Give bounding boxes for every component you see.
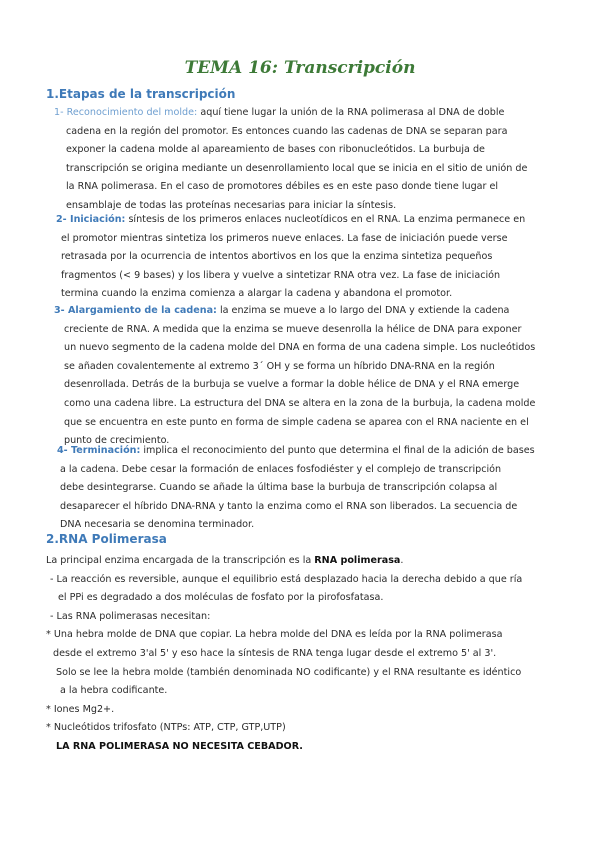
bullet-reversible: - La reacción es reversible, aunque el equilibrio está desplazado hacia la derecha debido a que ría bbox=[50, 573, 523, 585]
bullet-necesitan: - Las RNA polimerasas necesitan: bbox=[50, 610, 211, 622]
intro-paragraph: La principal enzima encargada de la transcripción es la RNA polimerasa. bbox=[46, 555, 404, 566]
section-heading-etapas: 1.Etapas de la transcripción bbox=[46, 87, 236, 101]
star-hebra-molde: * Una hebra molde de DNA que copiar. La hebra molde del DNA es leída por la RNA polimerasa bbox=[46, 629, 503, 641]
star-nucleotidos: * Nucleótidos trifosfato (NTPs: ATP, CTP, GTP,UTP) bbox=[46, 722, 286, 734]
item-reconocimiento: 1- Reconocimiento del molde: aquí tiene lugar la unión de la RNA polimerasa al DNA de doble cadena en la región del promotor. Es entonces cuando las cadenas de DNA se separan para exponer la cadena molde al apareamiento de bases con ribonucleótidos. La burbuja de transcripción se origina mediante un desenrollamiento local que se inicia en el sitio de unión de la RNA polimerasa. En el caso de promotores débiles es en este paso donde tiene lugar el ensamblaje de todas las proteínas necesarias para iniciar la síntesis. bbox=[54, 107, 528, 211]
item-label: 2- Iniciación: bbox=[56, 214, 126, 225]
item-label: 4- Terminación: bbox=[57, 445, 141, 456]
rna-polimerasa-term: RNA polimerasa bbox=[314, 555, 401, 566]
item-label: 3- Alargamiento de la cadena: bbox=[54, 305, 217, 316]
page-title: TEMA 16: Transcripción bbox=[184, 58, 416, 78]
item-terminacion: 4- Terminación: implica el reconocimiento del punto que determina el final de la adición de bases a la cadena. Debe cesar la formación de enlaces fosfodiéster y el complejo de transcripción debe desintegrarse. Cuando se añade la última base la burbuja de transcripción colapsa al desaparecer el híbrido DNA-RNA y tanto la enzima como el RNA son liberados. La secuencia de DNA necesaria se denomina terminador. bbox=[57, 445, 535, 531]
note-cebador: LA RNA POLIMERASA NO NECESITA CEBADOR. bbox=[56, 740, 303, 752]
item-label: 1- Reconocimiento del molde: bbox=[54, 107, 198, 118]
rna-polimerasa-content: La principal enzima encargada de la transcripción es la RNA polimerasa. - La reacción es reversible, aunque el equilibrio está desplazado hacia la derecha debido a que ría el PPi es degradado a dos moléculas de fosfato por la pirofosfatasa. - Las RNA polimerasas necesitan: * Una hebra molde de DNA que copiar. La hebra molde del DNA es leída por la RNA polimerasa desde el extremo 3'al 5' y eso hace la síntesis de RNA tenga lugar desde el extremo 5' al 3'. Solo se lee la hebra molde (también denominada NO codificante) y el RNA resultante es idéntico a la hebra codificante. * Iones Mg2+. * Nucleótidos trifosfato (NTPs: ATP, CTP, GTP,UTP) LA RNA POLIMERASA NO NECESITA CEBADOR. bbox=[46, 552, 522, 757]
item-alargamiento: 3- Alargamiento de la cadena: la enzima se mueve a lo largo del DNA y extiende la cadena creciente de RNA. A medida que la enzima se mueve desenrolla la hélice de DNA para exponer un nuevo segmento de la cadena molde del DNA en forma de una cadena simple. Los nucleótidos se añaden covalentemente al extremo 3´ OH y se forma un híbrido DNA-RNA en la región desenrollada. Detrás de la burbuja se vuelve a formar la doble hélice de DNA y el RNA emerge como una cadena libre. La estructura del DNA se altera en la zona de la burbuja, la cadena molde que se encuentra en este punto en forma de simple cadena se aparea con el RNA naciente en el punto de crecimiento. bbox=[54, 305, 536, 447]
star-iones: * Iones Mg2+. bbox=[46, 703, 115, 715]
item-iniciacion: 2- Iniciación: síntesis de los primeros enlaces nucleotídicos en el RNA. La enzima permanece en el promotor mientras sintetiza los primeros nueve enlaces. La fase de iniciación puede verse retrasada por la ocurrencia de intentos abortivos en los que la enzima sintetiza pequeños fragmentos (< 9 bases) y los libera y vuelve a sintetizar RNA otra vez. La fase de iniciación termina cuando la enzima comienza a alargar la cadena y abandona el promotor. bbox=[56, 214, 526, 300]
section-heading-rna-polimerasa: 2.RNA Polimerasa bbox=[46, 532, 167, 546]
